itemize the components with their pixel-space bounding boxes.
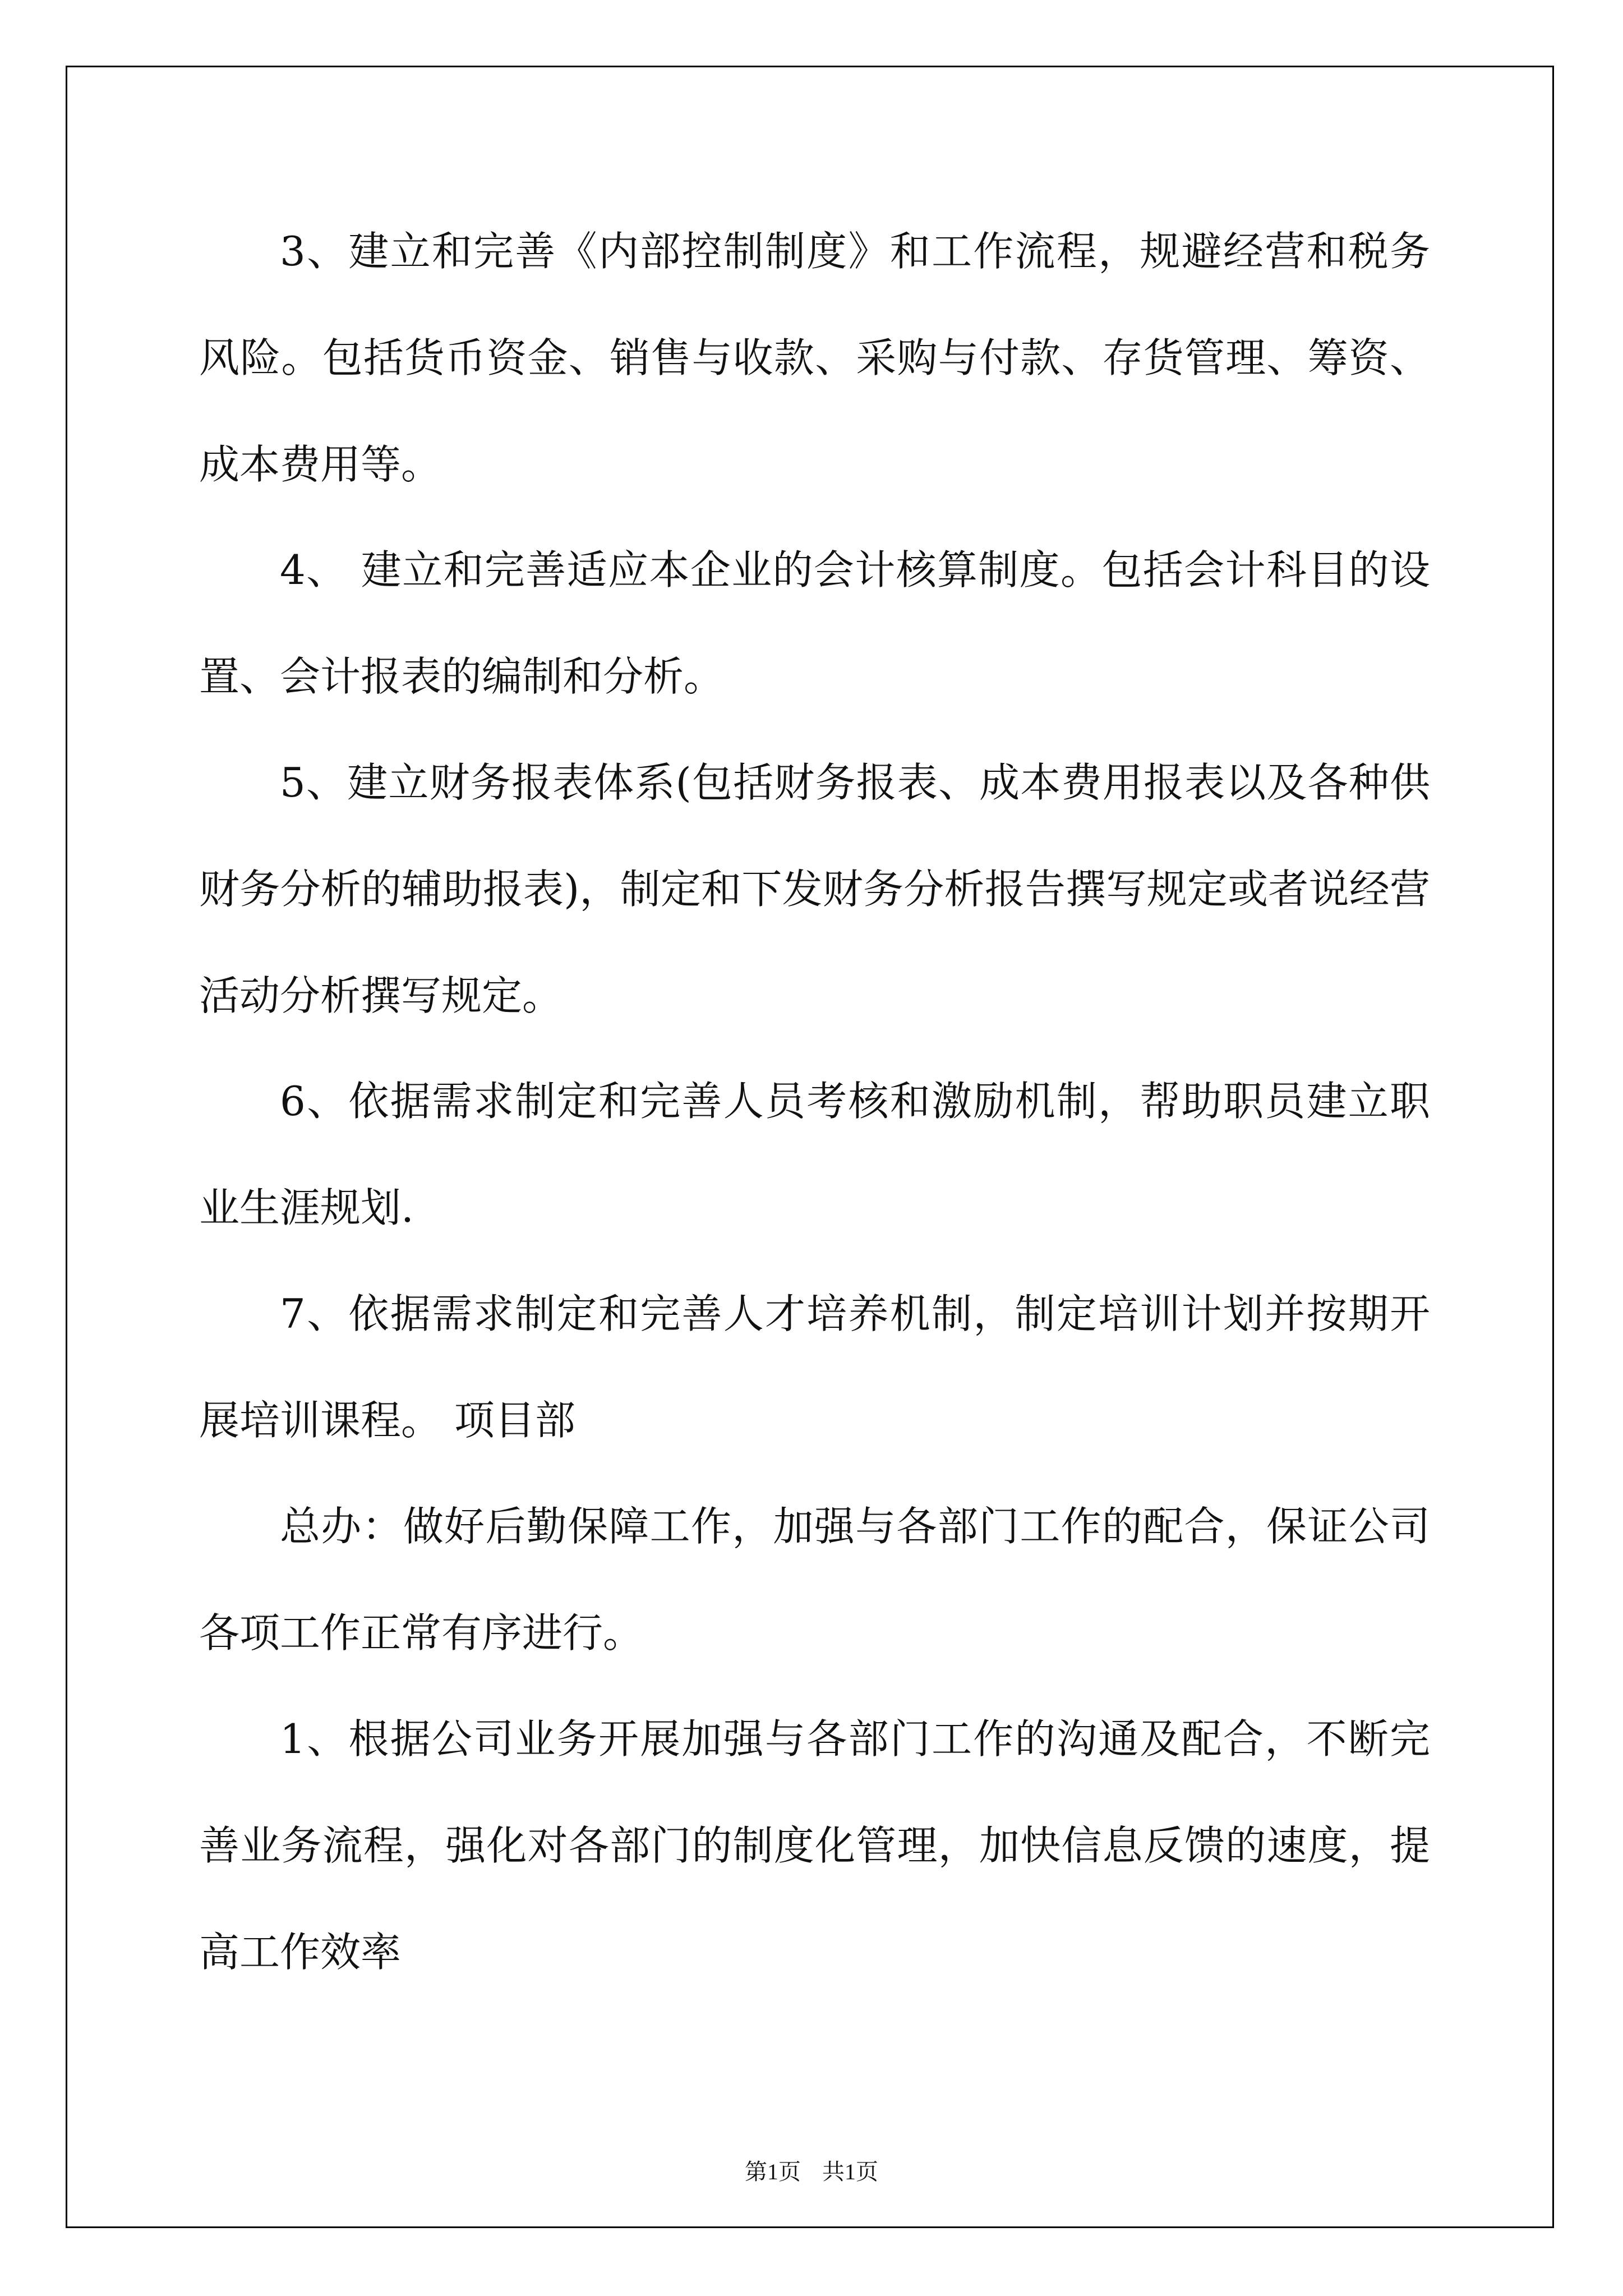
page-number: 第1页 <box>745 2159 801 2184</box>
paragraph-general-office: 总办：做好后勤保障工作，加强与各部门工作的配合，保证公司各项工作正常有序进行。 <box>199 1503 1430 1657</box>
paragraph-financial-reports: 5、建立财务报表体系(包括财务报表、成本费用报表以及各种供财务分析的辅助报表)，制定和下发财务分析报告撰写规定或者说经营活动分析撰写规定。 <box>199 759 1430 1019</box>
page-total: 共1页 <box>822 2159 878 2184</box>
paragraph-internal-control: 3、建立和完善《内部控制制度》和工作流程，规避经营和税务风险。包括货币资金、销售与收款、采购与付款、存货管理、筹资、成本费用等。 <box>199 228 1430 488</box>
paragraph-accounting-system: 4、 建立和完善适应本企业的会计核算制度。包括会计科目的设置、会计报表的编制和分析。 <box>199 546 1430 700</box>
paragraph-assessment-incentive: 6、依据需求制定和完善人员考核和激励机制，帮助职员建立职业生涯规划. <box>199 1078 1430 1231</box>
paragraph-talent-training: 7、依据需求制定和完善人才培养机制，制定培训计划并按期开展培训课程。 项目部 <box>199 1290 1430 1444</box>
page-footer <box>0 2154 1623 2186</box>
paragraph-communication: 1、根据公司业务开展加强与各部门工作的沟通及配合，不断完善业务流程，强化对各部门的制度化管理，加快信息反馈的速度，提高工作效率 <box>199 1715 1430 1976</box>
